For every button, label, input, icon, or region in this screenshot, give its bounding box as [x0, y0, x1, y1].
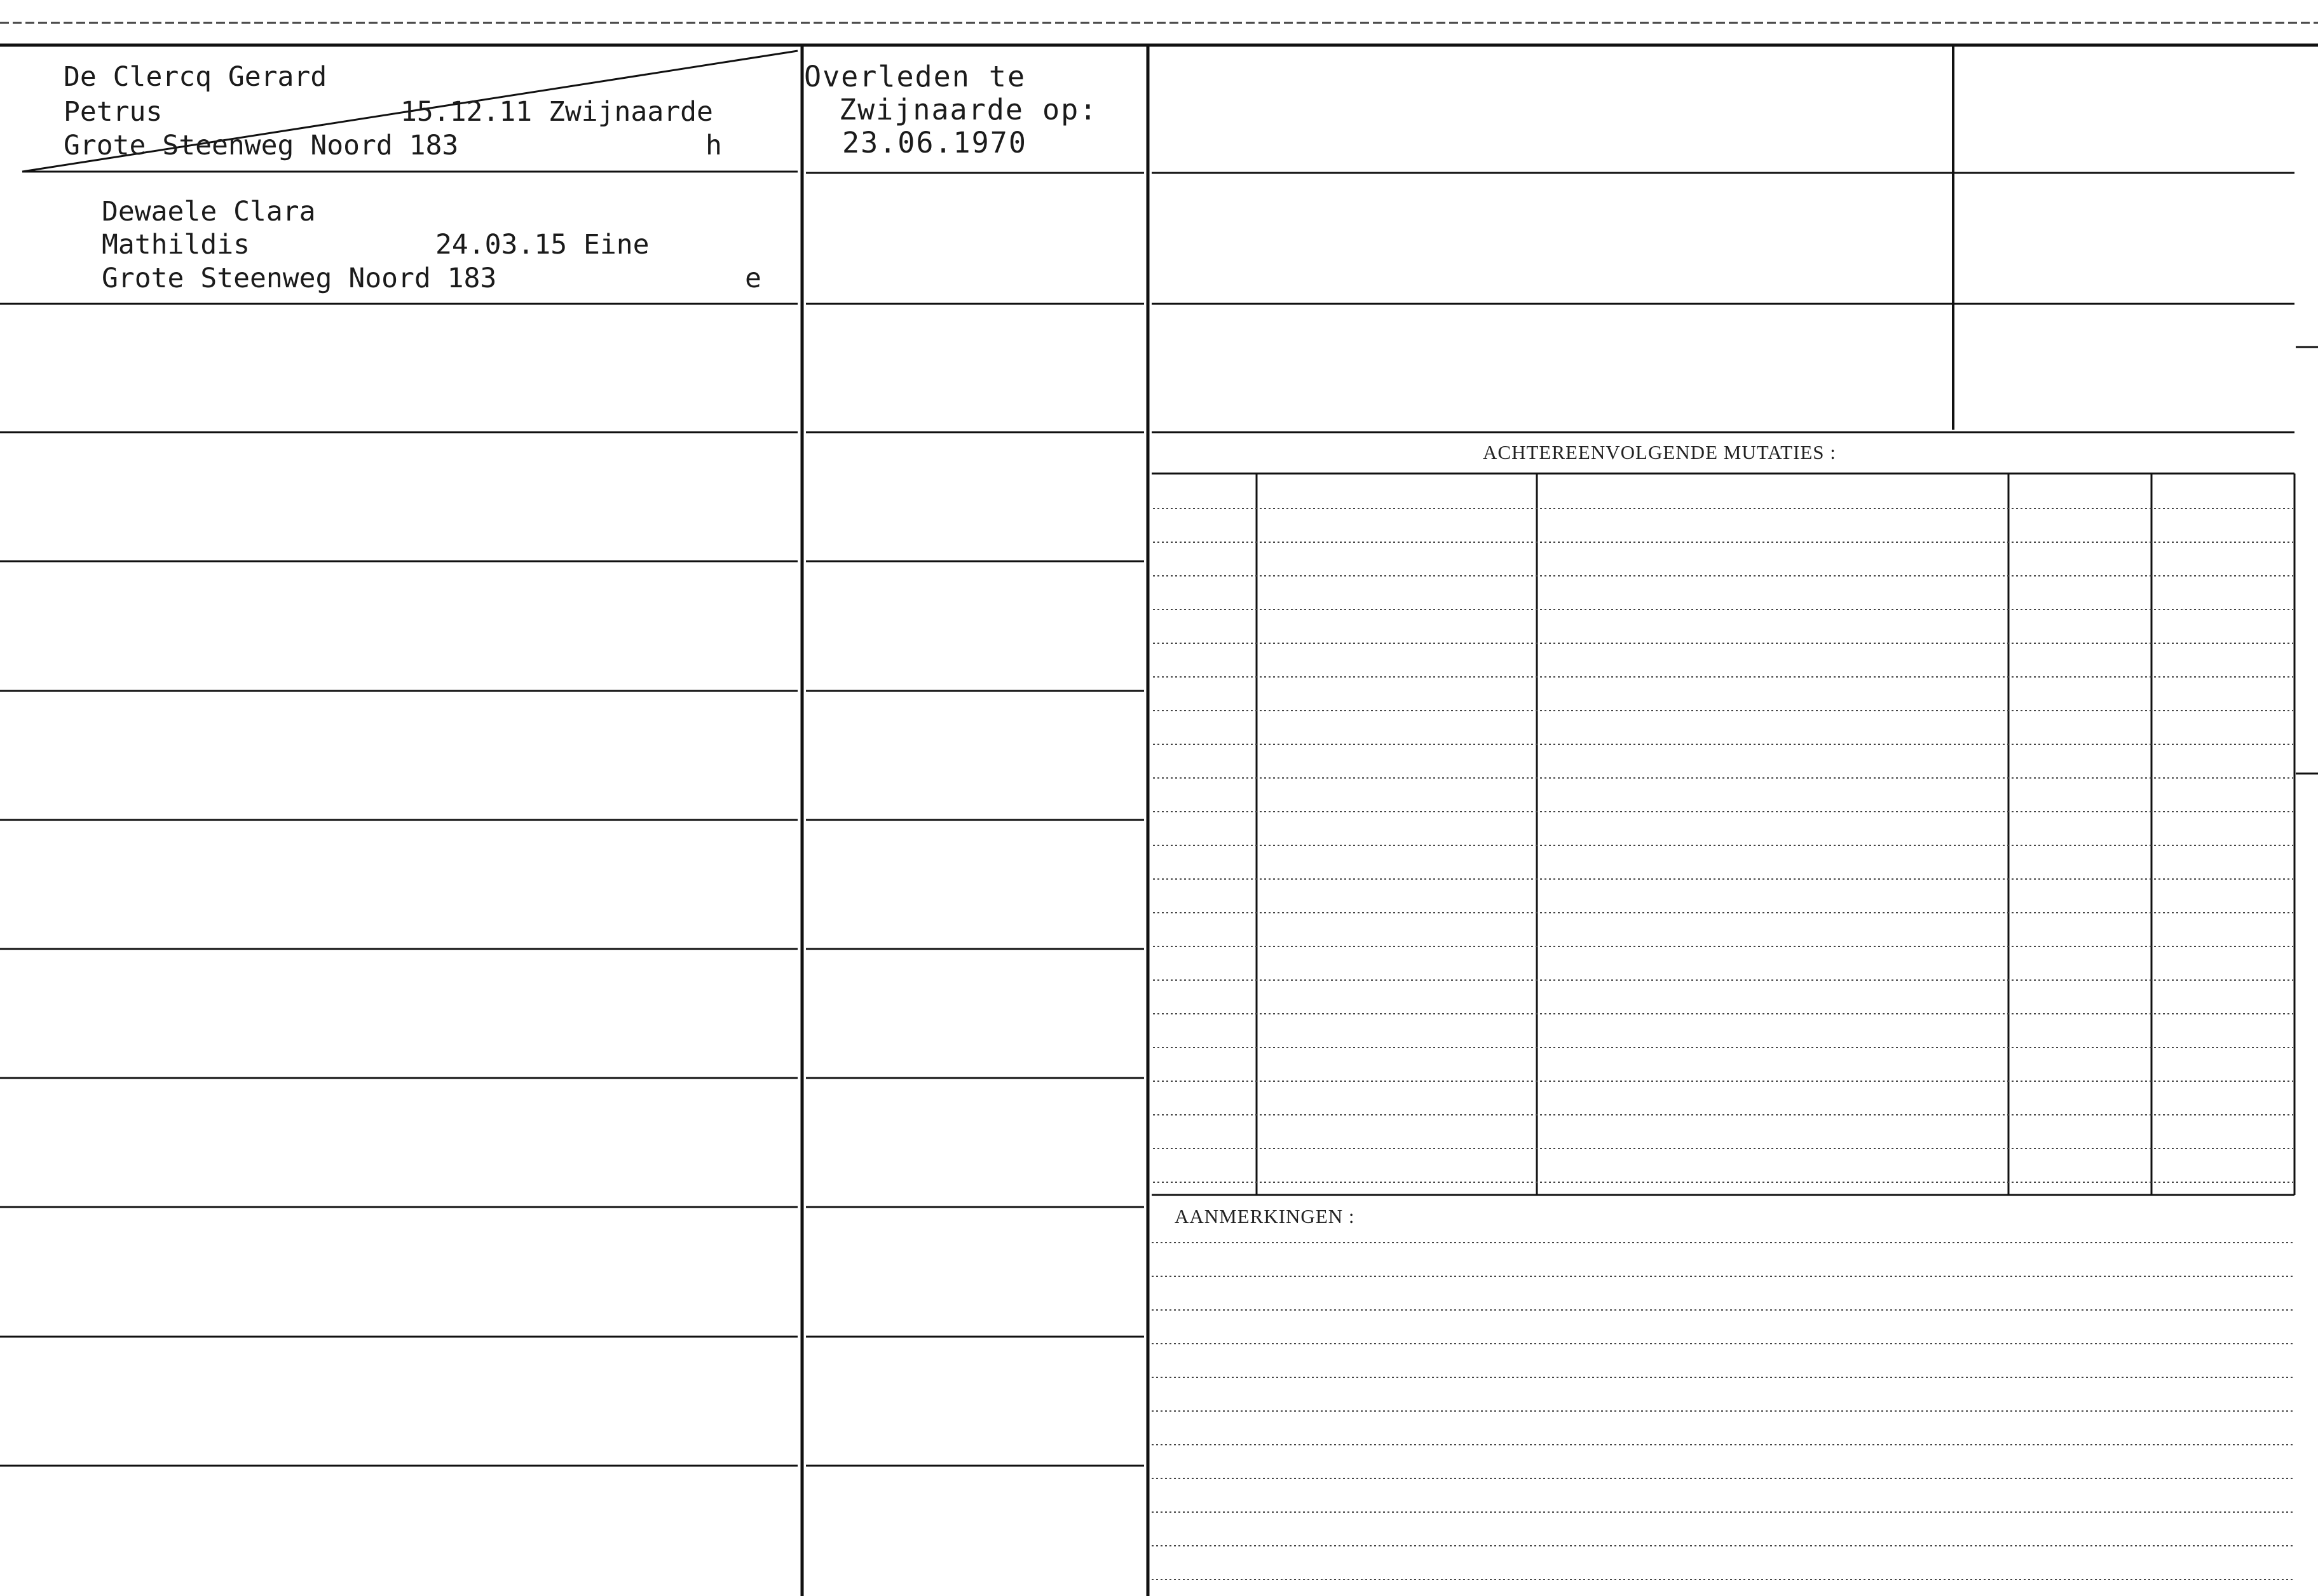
- record-1-given-name: Petrus: [64, 96, 163, 128]
- death-note-line-3: 23.06.1970: [842, 126, 1027, 160]
- death-note-line-1: Overleden te: [804, 60, 1026, 93]
- record-1-name: De Clercq Gerard: [64, 61, 327, 93]
- record-2-name: Dewaele Clara: [102, 196, 316, 228]
- death-note-line-2: Zwijnaarde op:: [839, 93, 1098, 126]
- record-2-birth: 24.03.15 Eine: [435, 229, 650, 261]
- record-2-address: Grote Steenweg Noord 183: [102, 263, 497, 294]
- mutations-heading: ACHTEREENVOLGENDE MUTATIES :: [1483, 441, 1836, 463]
- record-2-given-name: Mathildis: [102, 229, 250, 261]
- record-1-birth: 15.12.11 Zwijnaarde: [400, 96, 713, 128]
- record-2-role: e: [745, 263, 761, 294]
- record-1-address: Grote Steenweg Noord 183: [64, 130, 459, 161]
- record-1-role: h: [706, 130, 722, 161]
- remarks-heading: AANMERKINGEN :: [1175, 1205, 1355, 1227]
